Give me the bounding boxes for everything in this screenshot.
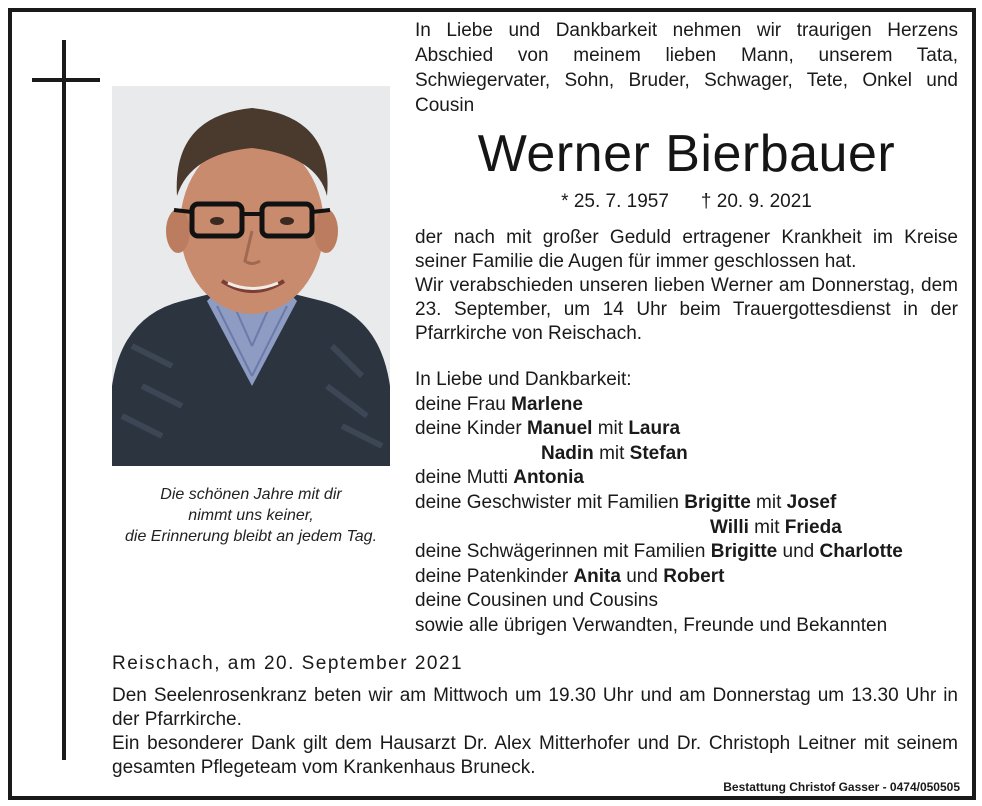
child-1-name: Manuel (526, 418, 593, 440)
caption-line-2: nimmt uns keiner, (188, 507, 314, 524)
cross-vertical-bar (62, 40, 66, 760)
death-date: † 20. 9. 2021 (700, 191, 812, 212)
thanks-note: Ein besonderer Dank gilt dem Hausarzt Dr. Alex Mitterhofer und Dr. Christoph Leitner mit seinem gesamten Pflegeteam vom Krankenhaus Bruneck. (112, 733, 958, 778)
family-siblings-row (415, 491, 958, 516)
family-list (415, 368, 958, 639)
mit-word: mit (756, 491, 782, 513)
sibling-2-name: Willi (710, 516, 749, 538)
mother-prefix: deine Mutti (415, 467, 508, 489)
family-children-row-2 (415, 442, 958, 467)
sibling-1-partner: Josef (786, 491, 837, 513)
cross-horizontal-bar (32, 78, 100, 82)
family-heading: In Liebe und Dankbarkeit: (415, 369, 632, 390)
family-godchildren-row (415, 565, 958, 590)
birth-date: * 25. 7. 1957 (561, 191, 669, 212)
sister-in-law-1: Brigitte (710, 541, 778, 563)
life-dates (415, 190, 958, 214)
caption-line-3: die Erinnerung bleibt an jedem Tag. (124, 528, 378, 545)
body-paragraph-2: Wir verabschieden unseren lieben Werner am Donnerstag, dem 23. September, um 14 Uhr beim Trauergottesdienst in der Pfarrkirche von Reischach. (415, 275, 958, 344)
mit-word: mit (597, 418, 624, 440)
family-others-row: sowie alle übrigen Verwandten, Freunde und Bekannten (415, 614, 888, 636)
portrait-illustration (112, 86, 390, 466)
family-cousins-row: deine Cousinen und Cousins (415, 590, 658, 612)
sister-in-law-2: Charlotte (819, 541, 903, 563)
family-siblings-row-2 (415, 516, 958, 541)
intro-text: In Liebe und Dankbarkeit nehmen wir traurigen Herzens Abschied von meinem lieben Mann, unserem Tata, Schwiegervater, Sohn, Bruder, Schwager, Tete, Onkel und Cousin (415, 20, 958, 116)
rosary-note: Den Seelenrosenkranz beten wir am Mittwoch um 19.30 Uhr und am Donnerstag um 13.30 Uhr in der Pfarrkirche. (112, 685, 958, 730)
children-prefix: deine Kinder (415, 418, 522, 440)
caption-line-1: Die schönen Jahre mit dir (160, 486, 342, 503)
family-mother-row (415, 466, 958, 491)
undertaker-credit: Bestattung Christof Gasser - 0474/050505 (723, 780, 960, 794)
family-children-row (415, 417, 958, 442)
sisters-in-law-prefix: deine Schwägerinnen mit Familien (415, 541, 706, 563)
place-date: Reischach, am 20. September 2021 (112, 653, 464, 674)
wife-prefix: deine Frau (415, 393, 506, 415)
und-word: und (782, 541, 815, 563)
family-wife-row (415, 393, 958, 418)
mit-word: mit (599, 442, 625, 464)
family-sisters-in-law-row (415, 540, 958, 565)
child-2-partner: Stefan (629, 442, 688, 464)
photo-caption (108, 484, 394, 547)
sibling-1-name: Brigitte (684, 491, 751, 513)
body-paragraph-1: der nach mit großer Geduld ertragener Krankheit im Kreise seiner Familie die Augen für immer geschlossen hat. (415, 227, 958, 272)
godchild-1: Anita (573, 565, 621, 587)
wife-name: Marlene (511, 393, 583, 415)
mother-name: Antonia (513, 467, 584, 489)
child-2-name: Nadin (541, 442, 594, 464)
sibling-2-partner: Frieda (784, 516, 842, 538)
siblings-prefix: deine Geschwister mit Familien (415, 491, 679, 513)
closing-notes (112, 684, 958, 780)
portrait-photo (112, 86, 390, 466)
deceased-name: Werner Bierbauer (477, 125, 896, 183)
obituary-frame (8, 8, 976, 800)
child-1-partner: Laura (628, 418, 681, 440)
announcement-body (415, 226, 958, 346)
mit-word: mit (754, 516, 780, 538)
godchildren-prefix: deine Patenkinder (415, 565, 569, 587)
und-word: und (626, 565, 658, 587)
godchild-2: Robert (663, 565, 725, 587)
